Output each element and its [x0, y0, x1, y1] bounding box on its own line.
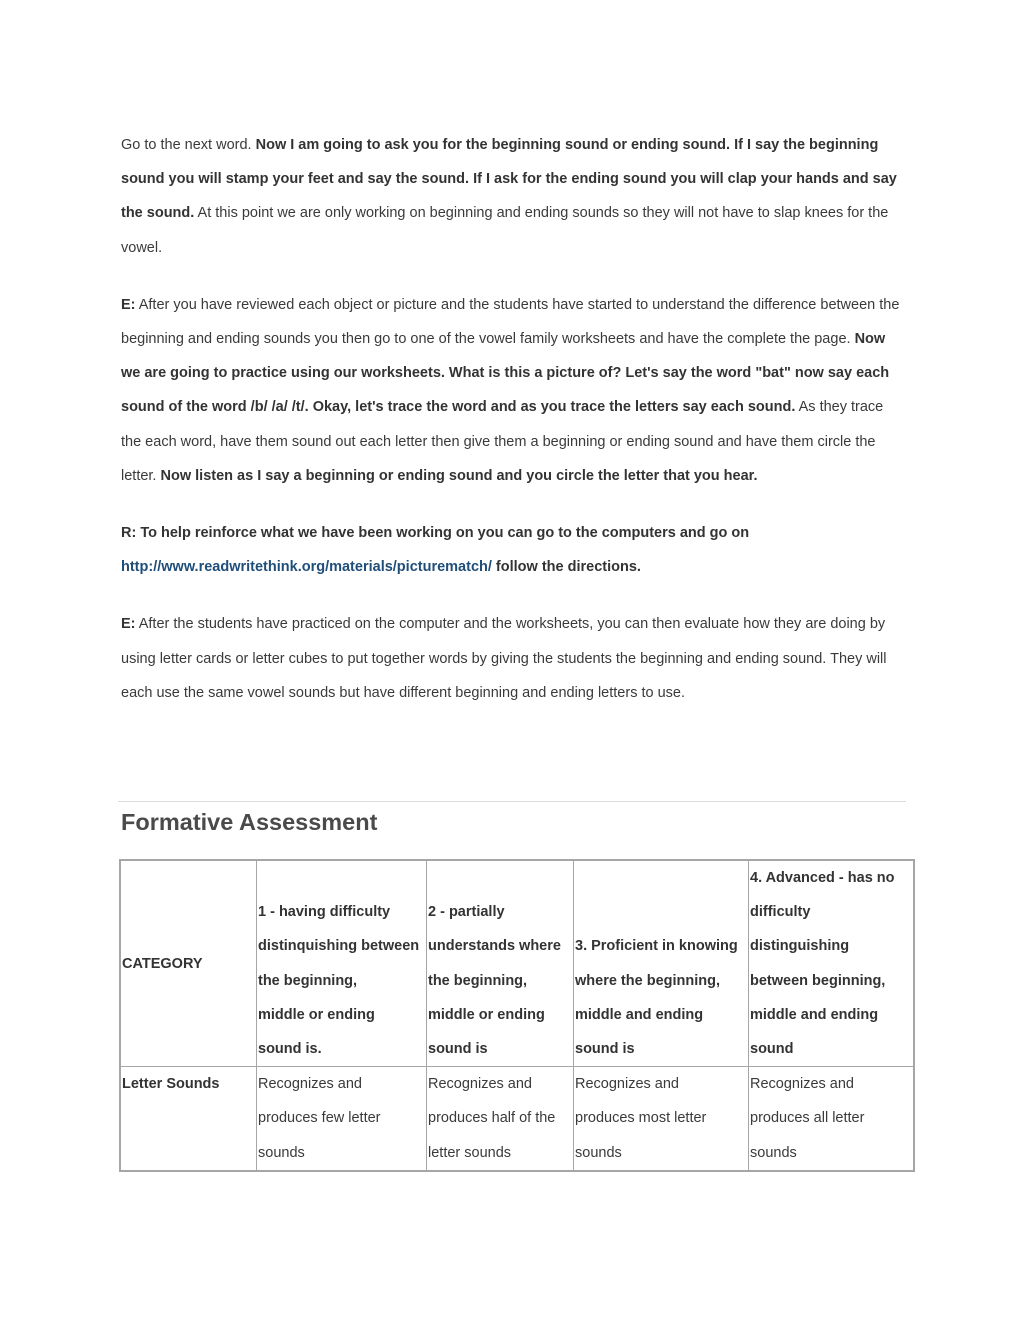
e1-bold-instruction-2: Now listen as I say a beginning or ending sound and you circle the letter that you hear.	[160, 467, 758, 484]
e1-label: E:	[121, 296, 136, 313]
header-level-4	[749, 860, 915, 1067]
header-level-4-line: between beginning,	[750, 972, 886, 989]
paragraph-intro	[121, 128, 906, 265]
row-cell-level-2	[427, 1067, 574, 1171]
header-level-3-line: middle and ending	[575, 1006, 704, 1023]
e1-text: After you have reviewed each object or picture and the students have started to understand the difference between the beginning and ending sounds you then go to one of the vowel family worksheets and have the complete the page.	[121, 296, 900, 348]
cell-line: Recognizes and	[750, 1076, 854, 1093]
header-level-2-line: middle or ending	[428, 1006, 545, 1023]
paragraph-e1	[121, 288, 906, 493]
header-level-1-line: 1 - having difficulty	[258, 904, 391, 921]
row-cell-level-1	[257, 1067, 427, 1171]
header-level-3-line: where the beginning,	[575, 972, 721, 989]
intro-bold-instruction: Now I am going to ask you for the beginning sound or ending sound. If I say the beginning sound you will stamp your feet and say the sound. If I ask for the ending sound you will clap your hands and say the sound.	[121, 137, 897, 222]
header-level-1-line: middle or ending	[258, 1006, 375, 1023]
header-level-3-line: 3. Proficient in knowing	[575, 938, 738, 955]
cell-line: Recognizes and	[258, 1076, 362, 1093]
header-level-1	[257, 860, 427, 1067]
rubric-row-letter-sounds	[120, 1067, 914, 1171]
header-category: CATEGORY	[120, 860, 257, 1067]
r-text: R: To help reinforce what we have been working on you can go to the computers and go on	[121, 525, 750, 542]
header-level-1-line: sound is.	[258, 1041, 322, 1058]
header-level-2-line: the beginning,	[428, 972, 528, 989]
lesson-body	[121, 128, 906, 733]
header-level-3-line: sound is	[575, 1041, 635, 1058]
header-level-2-line: 2 - partially	[428, 904, 505, 921]
intro-note: At this point we are only working on beginning and ending sounds so they will not have to slap knees for the vowel.	[121, 205, 889, 256]
header-level-4-line: distinguishing	[750, 938, 850, 955]
picturematch-link[interactable]: http://www.readwritethink.org/materials/picturematch/	[121, 559, 492, 576]
intro-text: Go to the next word.	[121, 137, 256, 153]
cell-line: letter sounds	[428, 1144, 512, 1161]
cell-line: Recognizes and	[428, 1076, 532, 1093]
row-label: Letter Sounds	[120, 1067, 257, 1171]
header-level-2-line: sound is	[428, 1041, 488, 1058]
e2-text: After the students have practiced on the computer and the worksheets, you can then evaluate how they are doing by using letter cards or letter cubes to put together words by giving the students the beginning and ending sound. They will each use the same vowel sounds but have different beginning and ending letters to use.	[121, 616, 887, 701]
header-level-4-line: middle and ending	[750, 1006, 879, 1023]
cell-line: sounds	[750, 1144, 797, 1161]
cell-line: Recognizes and	[575, 1076, 679, 1093]
rubric-table	[119, 859, 915, 1172]
e2-label: E:	[121, 616, 136, 633]
cell-line: produces few letter	[258, 1110, 381, 1127]
r-follow-directions: follow the directions.	[491, 559, 641, 576]
paragraph-r	[121, 516, 906, 584]
header-level-4-line: difficulty	[750, 904, 811, 921]
e1-text-2: As they trace the each word, have them sound out each letter then give them a beginning or ending sound and have them circle the letter.	[121, 399, 884, 484]
cell-line: sounds	[575, 1144, 622, 1161]
section-divider	[118, 801, 906, 802]
row-cell-level-3	[574, 1067, 749, 1171]
header-level-1-line: distinquishing between	[258, 938, 420, 955]
cell-line: produces half of the	[428, 1110, 556, 1127]
header-level-2	[427, 860, 574, 1067]
paragraph-e2	[121, 607, 906, 710]
row-cell-level-4	[749, 1067, 915, 1171]
header-level-4-line: 4. Advanced - has no	[750, 870, 895, 886]
e1-bold-instruction: Now we are going to practice using our worksheets. What is this a picture of? Let's say the word "bat" now say each sound of the word /b/ /a/ /t/. Okay, let's trace the word and as you trace the letters say each sound.	[121, 331, 890, 416]
cell-line: produces most letter	[575, 1110, 707, 1127]
header-level-3	[574, 860, 749, 1067]
header-level-1-line: the beginning,	[258, 972, 358, 989]
cell-line: sounds	[258, 1144, 305, 1161]
section-heading: Formative Assessment	[121, 809, 378, 835]
header-level-2-line: understands where	[428, 938, 561, 955]
header-level-4-line: sound	[750, 1041, 794, 1058]
cell-line: produces all letter	[750, 1110, 865, 1127]
rubric-header-row	[120, 860, 914, 1067]
